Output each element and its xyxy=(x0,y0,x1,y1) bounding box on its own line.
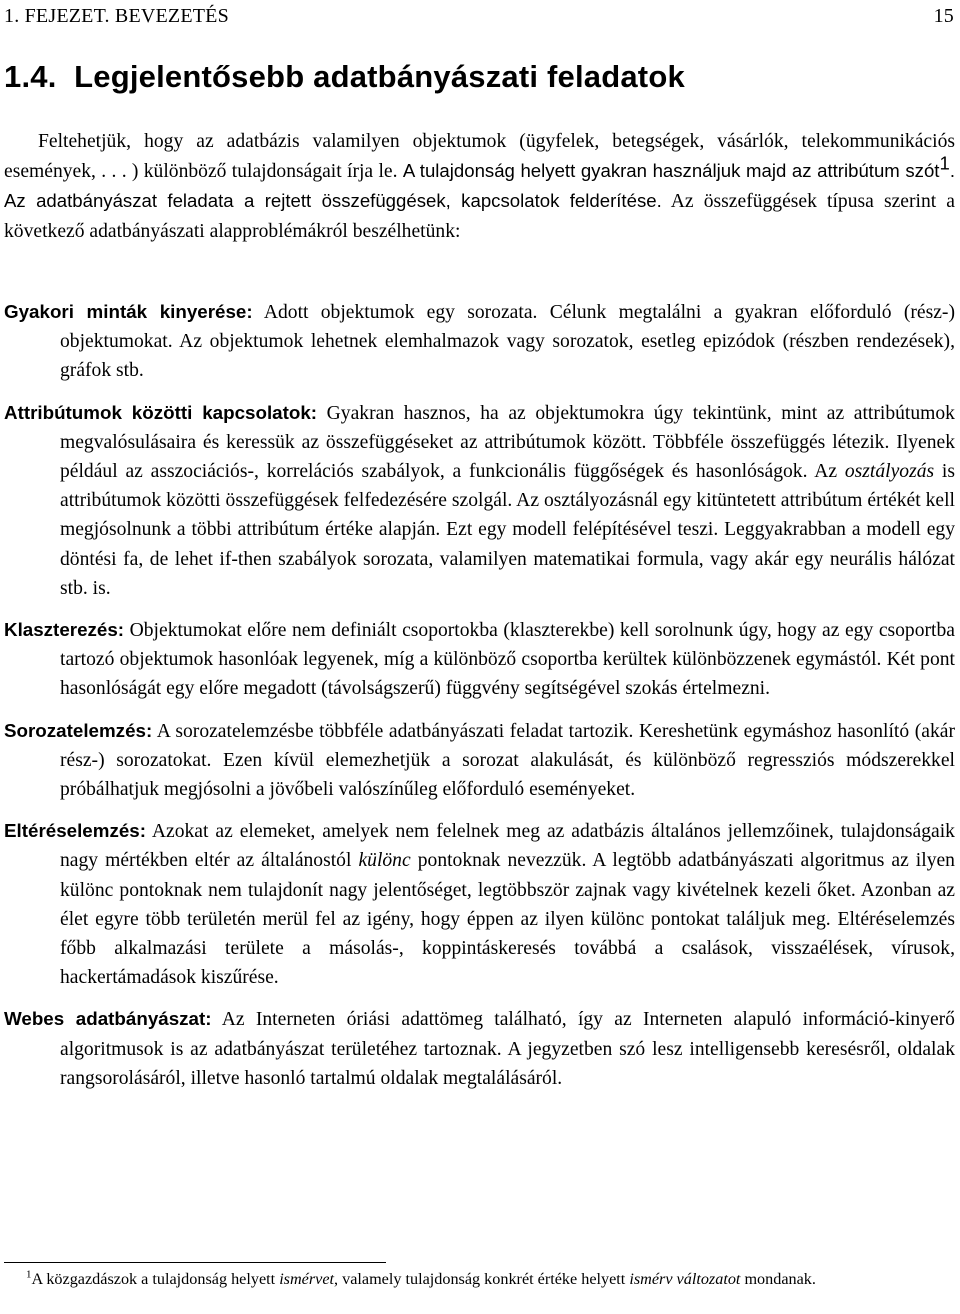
intro-text-3: . Az adatbányászat feladata a rejtett összefüggések, kapcsolatok felderítése. xyxy=(4,160,955,212)
item-term: Gyakori minták kinyerése: xyxy=(4,301,253,322)
item-text: A sorozatelemzésbe többféle adatbányászati feladat tartozik. Kereshetünk egymáshoz hasonlító (akár rész-) sorozatokat. Ezen kívül elemezhetjük a sorozat alakulását, és különböző regressziós módszerekkel próbálhatjuk megjósolni a jövőbeli valószínűleg előforduló eseményeket. xyxy=(60,720,955,801)
footnote-text: mondanak. xyxy=(744,1270,816,1288)
item-text: Objektumokat előre nem definiált csoportokba (klaszterekbe) kell sorolnunk úgy, hogy az egy csoportba tartozó objektumok hasonlóak legyenek, míg a különböző csoportba kerültek különbözzenek egymástól. Két pont hasonlóságát egy előre megadott (távolságszerű) függvény segítségével szokás értelmezni. xyxy=(60,620,955,700)
item-term: Klaszterezés: xyxy=(4,619,125,641)
footnote-mark: 1 xyxy=(26,1268,32,1281)
list-item-outlier-analysis xyxy=(4,816,955,992)
list-item-sequence-analysis xyxy=(4,716,955,805)
footnote-emphasis: ismérv változatot xyxy=(629,1270,741,1288)
section-number: 1.4. xyxy=(4,59,57,94)
footnote-divider xyxy=(4,1262,386,1263)
section-title xyxy=(4,59,685,94)
task-list xyxy=(4,297,955,1093)
footnote-text: , valamely tulajdonság konkrét értéke helyett xyxy=(334,1270,626,1288)
footnote-reference[interactable]: 1 xyxy=(939,152,950,174)
footnote-text: A közgazdászok a tulajdonság helyett xyxy=(31,1270,276,1288)
list-item-frequent-patterns xyxy=(4,297,955,386)
item-text: is attribútumok közötti összefüggések felfedezésére szolgál. Az osztályozásnál egy kitüntetett attribútum értékét kell megjósolnunk a többi attribútum értéke alapján. Ezt egy modell felépítésével teszi. Leggyakrabban a modell egy döntési fa, de lehet if-then szabályok sorozata, valamilyen matematikai formula, vagy akár egy neurális hálózat stb. is. xyxy=(60,461,955,599)
item-emphasis: osztályozás xyxy=(844,461,935,483)
chapter-heading: 1. FEJEZET. BEVEZETÉS xyxy=(4,5,229,27)
intro-paragraph xyxy=(4,127,955,246)
item-term: Sorozatelemzés: xyxy=(4,719,153,741)
list-item-attribute-relations xyxy=(4,398,955,603)
item-emphasis: különc xyxy=(358,850,411,872)
item-text: Azokat az elemeket, amelyek nem felelnek meg az adatbázis általános jellemzőinek, tulajdonságaik nagy mértékben eltér az általánostól xyxy=(60,821,955,872)
item-term: Attribútumok közötti kapcsolatok: xyxy=(4,401,318,423)
page-number: 15 xyxy=(933,5,954,27)
section-title-text: Legjelentősebb adatbányászati feladatok xyxy=(74,59,685,94)
item-text: Adott objektumok egy sorozata. Célunk megtalálni a gyakran előforduló (rész-) objektumokat. Az objektumok lehetnek elemhalmazok vagy sorozatok, esetleg epizódok (részben rendezések), gráfok stb. xyxy=(60,302,955,382)
intro-text-1: Feltehetjük, hogy az adatbázis valamilyen objektumok (ügyfelek, betegségek, vásárlók, telekommunikációs események, . . . ) különböző tulajdonságait írja le. xyxy=(4,131,955,183)
list-item-web-mining xyxy=(4,1004,955,1093)
item-term: Webes adatbányászat: xyxy=(4,1008,212,1030)
intro-text-4: Az összefüggések típusa szerint a következő adatbányászati alapproblémákról beszélhetünk: xyxy=(4,191,956,242)
item-text: pontoknak nevezzük. A legtöbb adatbányászati algoritmus az ilyen különc pontoknak nem tulajdonít nagy jelentőséget, legtöbbször zajnak vagy kivételnek kezeli őket. Azonban az élet egyre több területén merül fel az igény, hogy éppen az ilyen különc pontokat találjuk meg. Eltéréselemzés főbb alkalmazási területe a másolás-, koppintáskeresés továbbá a csalások, visszaélések, vírusok, hackertámadások kiszűrése. xyxy=(60,850,955,989)
footnote xyxy=(4,1268,955,1291)
item-text: Gyakran hasznos, ha az objektumokra úgy tekintünk, mint az attribútumok megvalósulásaira és keressük az összefüggéseket az attribútumok között. Többféle összefüggés létezik. Ilyenek például az asszociációs-, korrelációs szabályok, a funkcionális függőségek és hasonlóságok. Az xyxy=(60,402,955,483)
intro-text-2: A tulajdonság helyett gyakran használjuk majd az attribútum szót xyxy=(402,160,940,182)
list-item-clustering xyxy=(4,615,955,704)
item-text: Az Interneten óriási adattömeg található, így az Interneten alapuló információ-kinyerő algoritmusok is az adatbányászat területéhez tartoznak. A jegyzetben szó lesz intelligensebb keresésről, oldalak rangsorolásáról, illetve hasonló tartalmú oldalak megtalálásáról. xyxy=(60,1009,955,1089)
footnote-emphasis: ismérvet xyxy=(279,1270,335,1288)
running-head xyxy=(4,2,954,31)
item-term: Eltéréselemzés: xyxy=(4,820,146,842)
